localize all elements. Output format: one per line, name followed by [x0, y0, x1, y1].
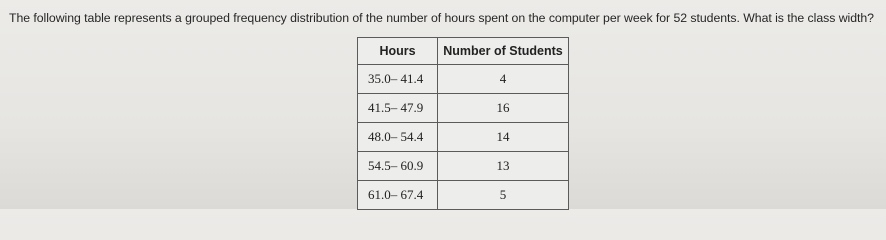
header-number-of-students: Number of Students	[438, 38, 569, 65]
table-header-row	[358, 38, 569, 65]
header-hours: Hours	[358, 38, 438, 65]
table-row	[358, 94, 569, 123]
students-cell: 5	[438, 181, 569, 210]
table-row	[358, 65, 569, 94]
students-cell: 13	[438, 152, 569, 181]
hours-cell: 35.0– 41.4	[358, 65, 438, 94]
hours-cell: 41.5– 47.9	[358, 94, 438, 123]
students-cell: 16	[438, 94, 569, 123]
table-row	[358, 123, 569, 152]
hours-cell: 54.5– 60.9	[358, 152, 438, 181]
students-cell: 4	[438, 65, 569, 94]
students-cell: 14	[438, 123, 569, 152]
table-row	[358, 181, 569, 210]
hours-cell: 61.0– 67.4	[358, 181, 438, 210]
frequency-table	[357, 37, 569, 210]
hours-cell: 48.0– 54.4	[358, 123, 438, 152]
table-row	[358, 152, 569, 181]
question-text: The following table represents a grouped frequency distribution of the number of hours spent on the computer per week for 52 students. What is the class width?	[9, 11, 874, 25]
